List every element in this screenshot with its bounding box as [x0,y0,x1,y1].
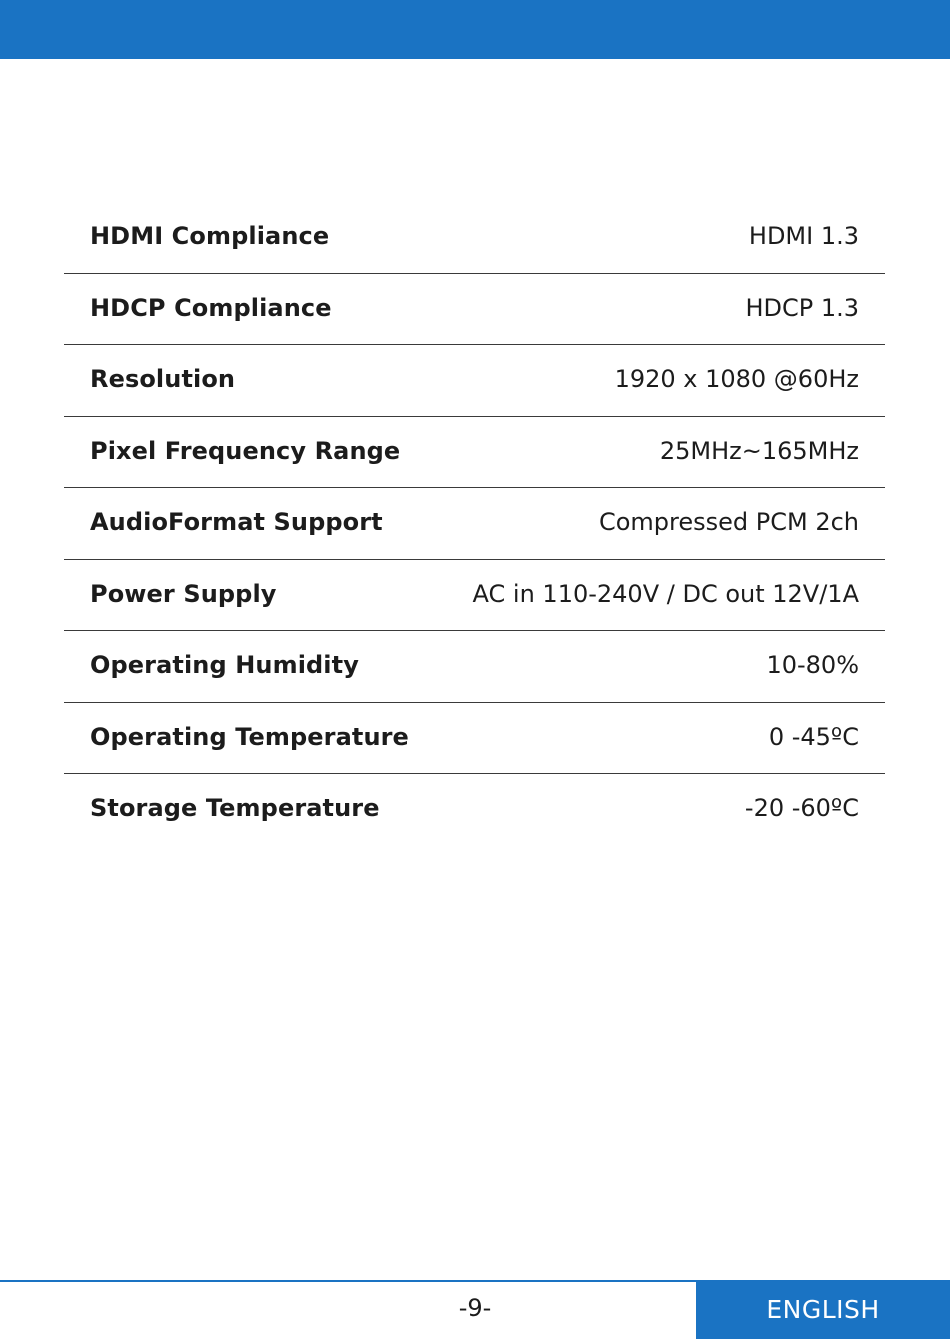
spec-row [64,202,885,274]
spec-value: 0 -45ºC [768,722,859,751]
spec-label: Power Supply [90,579,277,608]
language-tab: ENGLISH [696,1280,950,1339]
spec-row [64,774,885,846]
header-bar [0,0,950,59]
spec-value: 1920 x 1080 @60Hz [614,365,859,393]
spec-value: -20 -60ºC [744,794,859,822]
spec-value: 10-80% [766,651,859,679]
page-number: -9- [458,1294,492,1322]
spec-value: AC in 110-240V / DC out 12V/1A [472,579,859,608]
spec-row [64,703,885,775]
spec-row [64,274,885,346]
spec-value: 25MHz~165MHz [659,436,859,465]
footer-divider [0,1280,696,1282]
spec-row [64,560,885,632]
spec-table [64,202,885,846]
spec-label: Operating Humidity [90,651,359,679]
spec-label: Pixel Frequency Range [90,436,401,465]
spec-value: HDCP 1.3 [745,293,859,322]
spec-value: Compressed PCM 2ch [598,508,859,536]
spec-label: Operating Temperature [90,722,409,751]
spec-label: HDMI Compliance [90,222,330,250]
spec-row [64,488,885,560]
spec-label: AudioFormat Support [90,508,383,536]
spec-label: Resolution [90,365,236,393]
spec-row [64,345,885,417]
spec-row [64,631,885,703]
spec-label: Storage Temperature [90,794,380,822]
spec-value: HDMI 1.3 [748,222,859,250]
spec-label: HDCP Compliance [90,293,332,322]
spec-row [64,417,885,489]
